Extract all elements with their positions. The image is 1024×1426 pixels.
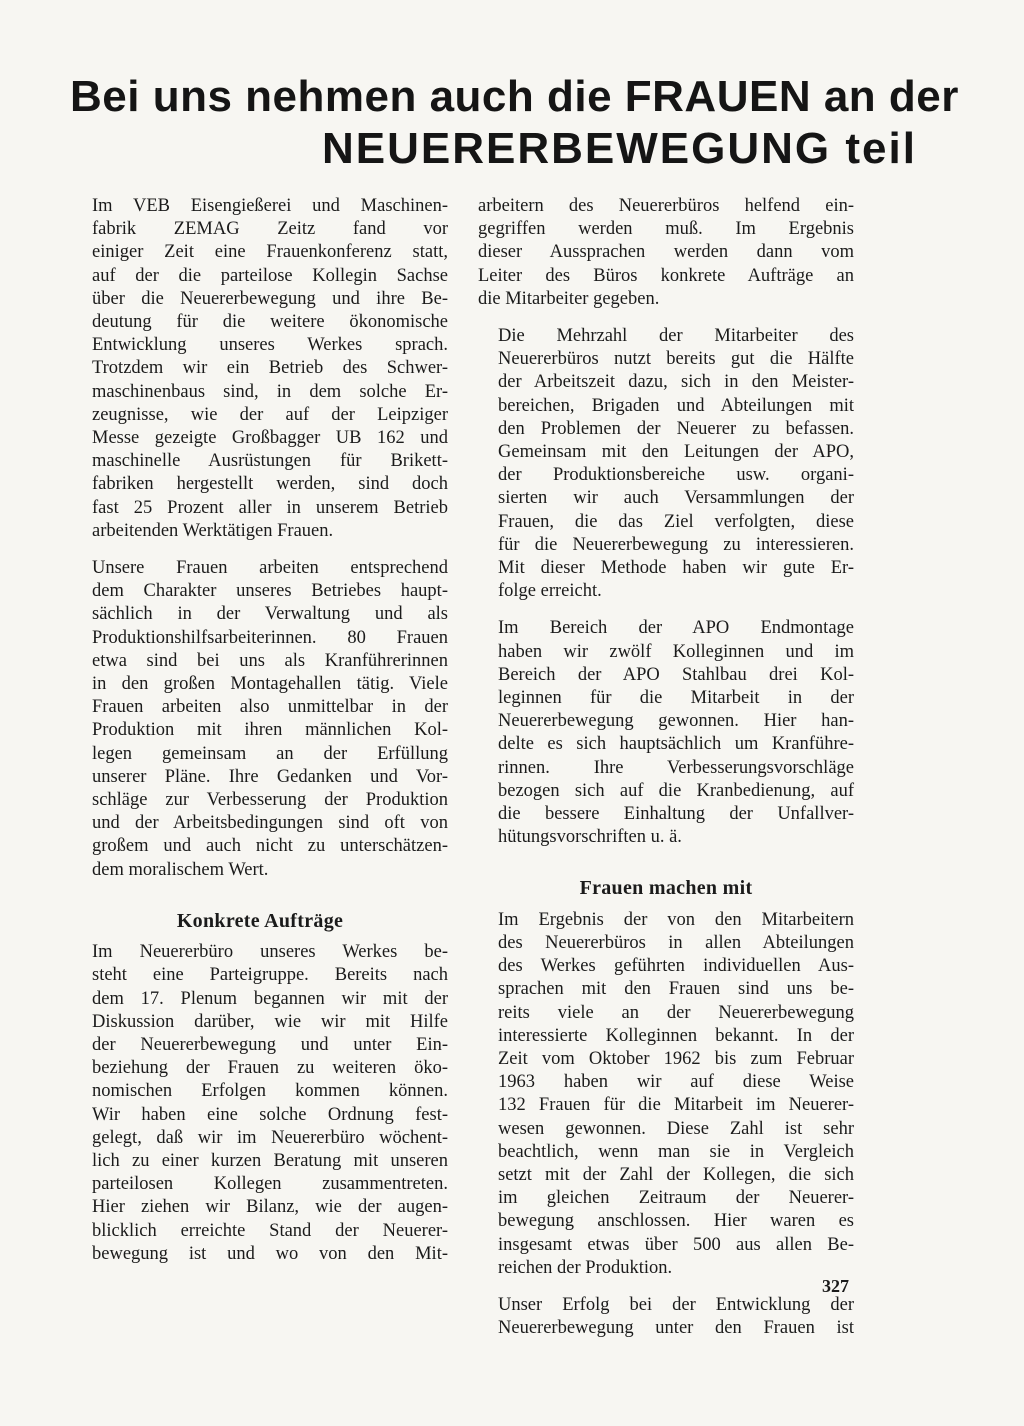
text-line: Diskussion darüber, wie wir mit Hilfe — [92, 1011, 448, 1032]
text-line: rinnen. Ihre Verbesserungsvorschläge — [498, 757, 854, 778]
text-line: steht eine Parteigruppe. Bereits nach — [92, 965, 448, 986]
text-line: Entwicklung unseres Werkes sprach. — [92, 335, 448, 356]
page-number: 327 — [822, 1276, 849, 1296]
paragraph — [478, 325, 854, 603]
text-line: Wir haben eine solche Ordnung fest- — [92, 1104, 448, 1125]
text-line: arbeitenden Werktätigen Frauen. — [92, 520, 334, 541]
paragraph — [72, 195, 448, 543]
text-line: reichen der Produktion. — [498, 1257, 673, 1278]
text-line: der Arbeitszeit dazu, sich in den Meister- — [498, 372, 854, 393]
text-line: insgesamt etwas über 500 aus allen Be- — [498, 1234, 854, 1255]
text-line: setzt mit der Zahl der Kollegen, die sich — [498, 1164, 854, 1185]
text-line: Die Mehrzahl der Mitarbeiter des — [498, 326, 854, 347]
left-column — [72, 195, 448, 1280]
text-line: Frauen, die das Ziel verfolgten, diese — [498, 511, 854, 532]
headline-line-2: NEUERERBEWEGUNG teil — [322, 124, 917, 173]
text-line: und der Arbeitsbedingungen sind oft von — [92, 813, 448, 834]
text-line: nomischen Erfolgen kommen können. — [92, 1081, 448, 1102]
text-line: beachtlich, wenn man sie in Vergleich — [498, 1141, 854, 1162]
text-line: Im Neuererbüro unseres Werkes be- — [92, 942, 448, 963]
text-line: arbeitern des Neuererbüros helfend ein- — [478, 196, 854, 216]
text-line: reits viele an der Neuererbewegung — [498, 1002, 854, 1023]
text-line: legen gemeinsam an der Erfüllung — [92, 743, 448, 764]
text-line: 132 Frauen für die Mitarbeit im Neuerer- — [498, 1095, 854, 1116]
text-line: Produktion mit ihren männlichen Kol- — [92, 720, 448, 741]
text-line: bewegung anschlossen. Hier waren es — [498, 1211, 854, 1232]
text-line: unserer Pläne. Ihre Gedanken und Vor- — [92, 766, 448, 787]
text-line: hütungsvorschriften u. ä. — [498, 827, 682, 848]
paragraph — [72, 557, 448, 882]
text-line: in den großen Montagehallen tätig. Viele — [92, 674, 448, 695]
text-line: Im Ergebnis der von den Mitarbeitern — [498, 909, 854, 930]
paragraph — [478, 909, 854, 1280]
text-line: großem und auch nicht zu unterschätzen- — [92, 836, 448, 857]
text-line: des Werkes geführten individuellen Aus- — [498, 956, 854, 977]
section-heading: Frauen machen mit — [579, 877, 753, 900]
text-line: blicklich erreichte Stand der Neuerer- — [92, 1220, 448, 1241]
text-line: Messe gezeigte Großbagger UB 162 und — [92, 428, 448, 449]
text-line: Mit dieser Methode haben wir gute Er- — [498, 558, 854, 579]
text-line: beziehung der Frauen zu weiteren öko- — [92, 1058, 448, 1079]
text-line: für die Neuererbewegung zu interessieren. — [498, 534, 854, 555]
text-line: gelegt, daß wir im Neuererbüro wöchent- — [92, 1127, 448, 1148]
text-line: sprachen mit den Frauen sind uns be- — [498, 979, 854, 1000]
text-line: wesen gewonnen. Diese Zahl ist sehr — [498, 1118, 854, 1139]
text-line: Trotzdem wir ein Betrieb des Schwer- — [92, 358, 448, 379]
text-line: den Problemen der Neuerer zu befassen. — [498, 418, 854, 439]
text-line: die bessere Einhaltung der Unfallver- — [498, 804, 854, 825]
text-line: Leiter des Büros konkrete Aufträge an — [478, 265, 854, 286]
text-line: Zeit vom Oktober 1962 bis zum Februar — [498, 1048, 854, 1069]
text-line: fabriken hergestellt werden, sind doch — [92, 474, 448, 495]
text-line: 1963 haben wir auf diese Weise — [498, 1072, 854, 1093]
text-line: bezogen sich auf die Kranbedienung, auf — [498, 780, 854, 801]
text-line: Neuererbüros nutzt bereits gut die Hälfte — [498, 349, 854, 370]
text-line: dem 17. Plenum begannen wir mit der — [92, 988, 448, 1009]
text-line: folge erreicht. — [498, 581, 602, 602]
text-line: zeugnisse, wie der auf der Leipziger — [92, 404, 448, 425]
text-line: maschinenbaus sind, in dem solche Er- — [92, 381, 448, 402]
paragraph — [478, 1294, 854, 1340]
text-line: Im VEB Eisengießerei und Maschinen- — [92, 196, 448, 216]
text-line: über die Neuererbewegung und ihre Be- — [92, 288, 448, 309]
text-line: Frauen arbeiten also unmittelbar in der — [92, 697, 448, 718]
text-line: Unser Erfolg bei der Entwicklung der — [498, 1294, 854, 1315]
text-line: der Neuererbewegung und unter Ein- — [92, 1034, 448, 1055]
text-line: Neuererbewegung gewonnen. Hier han- — [498, 711, 854, 732]
text-line: sierten wir auch Versammlungen der — [498, 488, 854, 509]
section-heading: Konkrete Aufträge — [176, 909, 344, 932]
text-line: Neuererbewegung unter den Frauen ist — [498, 1318, 854, 1339]
paragraph — [478, 195, 854, 311]
text-line: parteilosen Kollegen zusammentreten. — [92, 1174, 448, 1195]
text-line: auf der die parteilose Kollegin Sachse — [92, 265, 448, 286]
paragraph — [72, 941, 448, 1266]
text-line: gegriffen werden muß. Im Ergebnis — [478, 219, 854, 240]
text-line: einiger Zeit eine Frauenkonferenz statt, — [92, 242, 448, 263]
text-line: dem Charakter unseres Betriebes haupt- — [92, 581, 448, 602]
text-line: fabrik ZEMAG Zeitz fand vor — [92, 219, 448, 240]
text-line: fast 25 Prozent aller in unserem Betrieb — [92, 497, 448, 518]
text-line: im gleichen Zeitraum der Neuerer- — [498, 1188, 854, 1209]
text-line: dem moralischem Wert. — [92, 859, 269, 880]
right-column — [478, 195, 854, 1354]
text-line: Gemeinsam mit den Leitungen der APO, — [498, 442, 854, 463]
text-line: schläge zur Verbesserung der Produktion — [92, 790, 448, 811]
text-line: Im Bereich der APO Endmontage — [498, 618, 854, 639]
paragraph — [478, 617, 854, 849]
text-line: bereichen, Brigaden und Abteilungen mit — [498, 395, 854, 416]
text-line: Unsere Frauen arbeiten entsprechend — [92, 558, 448, 579]
text-line: interessierte Kolleginnen bekannt. In der — [498, 1025, 854, 1046]
text-line: haben wir zwölf Kolleginnen und im — [498, 641, 854, 662]
text-line: deutung für die weitere ökonomische — [92, 312, 448, 333]
text-line: maschinelle Ausrüstungen für Brikett- — [92, 451, 448, 472]
text-line: dieser Aussprachen werden dann vom — [478, 242, 854, 263]
text-line: Hier ziehen wir Bilanz, wie der augen- — [92, 1197, 448, 1218]
text-line: delte es sich hauptsächlich um Kranführe- — [498, 734, 854, 755]
text-line: des Neuererbüros in allen Abteilungen — [498, 932, 854, 953]
text-line: lich zu einer kurzen Beratung mit unseren — [92, 1150, 448, 1171]
text-line: leginnen für die Mitarbeit in der — [498, 688, 854, 709]
text-line: der Produktionsbereiche usw. organi- — [498, 465, 854, 486]
text-line: Bereich der APO Stahlbau drei Kol- — [498, 664, 854, 685]
headline-line-1: Bei uns nehmen auch die FRAUEN an der — [70, 72, 959, 121]
text-line: die Mitarbeiter gegeben. — [478, 288, 660, 309]
text-line: sächlich in der Verwaltung und als — [92, 604, 448, 625]
text-line: etwa sind bei uns als Kranführerinnen — [92, 650, 448, 671]
text-line: bewegung ist und wo von den Mit- — [92, 1243, 448, 1264]
text-line: Produktionshilfsarbeiterinnen. 80 Frauen — [92, 627, 448, 648]
